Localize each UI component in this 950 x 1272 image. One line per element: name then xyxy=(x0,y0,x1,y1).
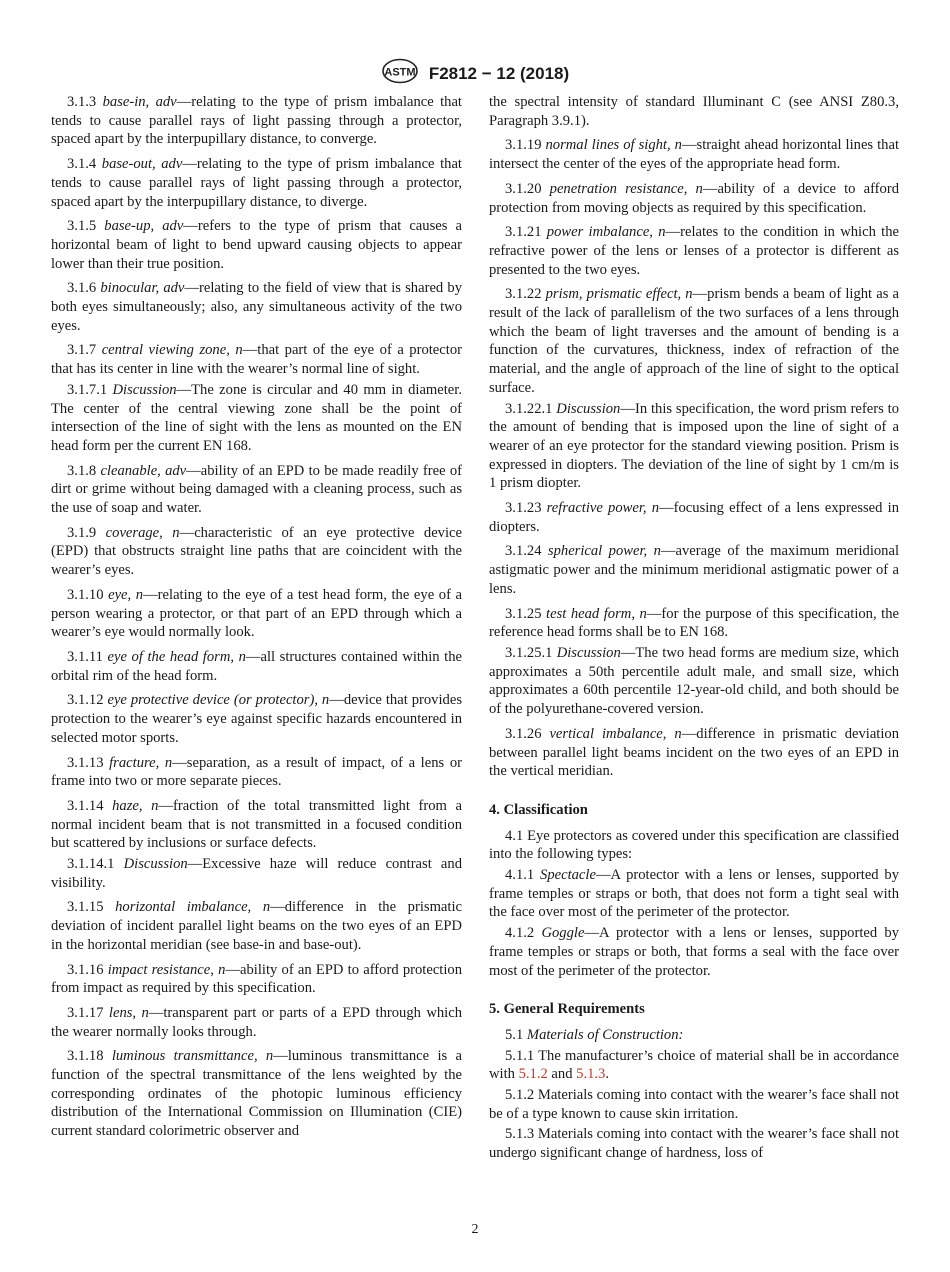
definition-3-1-26: 3.1.26 vertical imbalance, n—difference in prismatic deviation between parallel light beams incident on the two eyes of an EPD in the vertical meridian. xyxy=(489,725,899,780)
paragraph-5-1: 5.1 Materials of Construction: xyxy=(505,1026,684,1043)
definition-3-1-12: 3.1.12 eye protective device (or protector), n—device that provides protection to the wearer’s eye against specific hazards encountered in selected motor sports. xyxy=(51,692,462,746)
right-column xyxy=(489,93,899,1165)
definition-3-1-22: 3.1.22 prism, prismatic effect, n—prism bends a beam of light as a result of the lack of parallelism of the two surfaces of a lens through which the beam of light traverses and the amount of bending is a function of the curvatures, thickness, index of refraction of the material, and the angle of approach of the line of sight to the optical surface. xyxy=(489,286,899,396)
definition-3-1-24: 3.1.24 spherical power, n—average of the maximum meridional astigmatic power and the minimum meridional astigmatic power of a lens. xyxy=(489,543,900,597)
section-4-heading: 4. Classification xyxy=(489,801,588,818)
left-column xyxy=(51,93,462,1147)
definition-3-1-20: 3.1.20 penetration resistance, n—ability of a device to afford protection from moving objects as required by this specification. xyxy=(489,180,899,216)
definition-3-1-14: 3.1.14 haze, n—fraction of the total transmitted light from a normal incident beam that is not transmitted in a focused condition but scattered by inclusions or surface defects. xyxy=(51,797,462,852)
definition-3-1-17: 3.1.17 lens, n—transparent part or parts of a EPD through which the wearer normally looks through. xyxy=(51,1004,462,1040)
link-5-1-3[interactable]: 5.1.3 xyxy=(576,1066,606,1083)
paragraph-4-1-1: 4.1.1 Spectacle—A protector with a lens or lenses, supported by frame temples or straps or both, that does not form a tight seal with the face over most of the perimeter of the protector. xyxy=(489,867,899,921)
continuation-text: the spectral intensity of standard Illuminant C (see ANSI Z80.3, Paragraph 3.9.1). xyxy=(489,94,899,129)
definition-3-1-16: 3.1.16 impact resistance, n—ability of an EPD to afford protection from impact as required by this specification. xyxy=(51,961,463,997)
definition-3-1-7: 3.1.7 central viewing zone, n—that part of the eye of a protector that has its center in line with the wearer’s normal line of sight. xyxy=(51,342,462,378)
discussion-3-1-7-1: 3.1.7.1 Discussion—The zone is circular and 40 mm in diameter. The center of the central viewing zone shall be the point of intersection of the line of sight with the lens as mounted on the EN head form per the current EN 168. xyxy=(51,381,462,454)
definition-3-1-6: 3.1.6 binocular, adv—relating to the field of view that is shared by both eyes simultaneously; also, any simultaneous activity of the two eyes. xyxy=(51,280,462,334)
definition-3-1-3: 3.1.3 base-in, adv—relating to the type of prism imbalance that tends to cause parallel rays of light passing through a protector, spaced apart by the interpupillary distance, to converge. xyxy=(51,94,462,148)
discussion-3-1-25-1: 3.1.25.1 Discussion—The two head forms are medium size, which approximates a 50th percentile adult male, and small size, which approximates a 60th percentile 12-year-old child, and both should be of the polyurethane-covered version. xyxy=(489,644,899,718)
definition-3-1-19: 3.1.19 normal lines of sight, n—straight ahead horizontal lines that intersect the center of the eyes of the appropriate head form. xyxy=(489,137,899,173)
definition-3-1-8: 3.1.8 cleanable, adv—ability of an EPD to be made readily free of dirt or grime without being damaged with a cleaning process, such as the use of soap and water. xyxy=(51,462,462,517)
definition-3-1-11: 3.1.11 eye of the head form, n—all structures contained within the orbital rim of the head form. xyxy=(51,648,462,684)
paragraph-4-1-2: 4.1.2 Goggle—A protector with a lens or lenses, supported by frame temples or straps or both, that forms a seal with the face over most of the perimeter of the protector. xyxy=(489,925,899,979)
paragraph-4-1: 4.1 Eye protectors as covered under this specification are classified into the following types: xyxy=(489,827,899,863)
definition-3-1-15: 3.1.15 horizontal imbalance, n—difference in the prismatic deviation of incident parallel light beams on the two eyes of an EPD in the horizontal meridian (see base-in and base-out). xyxy=(51,899,462,953)
page-number: 2 xyxy=(471,1222,479,1237)
definition-3-1-21: 3.1.21 power imbalance, n—relates to the condition in which the refractive power of the lens or lenses of a protector is different as presented to the two eyes. xyxy=(489,224,899,278)
definition-3-1-23: 3.1.23 refractive power, n—focusing effect of a lens expressed in diopters. xyxy=(489,500,899,535)
astm-logo-icon xyxy=(381,58,419,89)
svg-text:ASTM: ASTM xyxy=(384,66,416,79)
definition-3-1-4: 3.1.4 base-out, adv—relating to the type of prism imbalance that tends to cause parallel rays of light passing through a protector, spaced apart by the interpupillary distance, to diverge. xyxy=(51,156,462,210)
definition-3-1-5: 3.1.5 base-up, adv—refers to the type of prism that causes a horizontal beam of light to bend upward causing objects to appear lower than their true position. xyxy=(51,218,462,272)
link-5-1-2[interactable]: 5.1.2 xyxy=(518,1066,548,1083)
section-5-heading: 5. General Requirements xyxy=(489,1001,645,1018)
page-header xyxy=(0,58,950,89)
document-id: F2812 − 12 (2018) xyxy=(428,63,570,83)
definition-3-1-18: 3.1.18 luminous transmittance, n—luminous transmittance is a function of the spectral transmittance of the lens weighted by the corresponding ordinates of the photopic luminous efficiency distribution of the International Commission on Illumination (CIE) current standard colorimetric observer and xyxy=(51,1048,462,1140)
definition-3-1-13: 3.1.13 fracture, n—separation, as a result of impact, of a lens or frame into two or more separate pieces. xyxy=(51,754,462,790)
paragraph-5-1-3: 5.1.3 Materials coming into contact with the wearer’s face shall not undergo significant change of hardness, loss of xyxy=(489,1126,899,1162)
definition-3-1-10: 3.1.10 eye, n—relating to the eye of a test head form, the eye of a person wearing a protector, or that part of an EPD through which a wearer’s eye would normally look. xyxy=(51,586,463,641)
discussion-3-1-14-1: 3.1.14.1 Discussion—Excessive haze will reduce contrast and visibility. xyxy=(51,856,462,891)
discussion-3-1-22-1: 3.1.22.1 Discussion—In this specification, the word prism refers to the amount of bending that is imposed upon the line of sight of a wearer of an eye protector for the standard viewing position. Prism is expressed in diopters. The deviation of the line of sight by 1 cm/m is 1 prism diopter. xyxy=(489,400,899,492)
paragraph-5-1-1: 5.1.1 The manufacturer’s choice of material shall be in accordance with 5.1.2 and 5.1.3. xyxy=(489,1047,899,1083)
definition-3-1-9: 3.1.9 coverage, n—characteristic of an eye protective device (EPD) that obstructs straight line paths that are coincident with the wearer’s eyes. xyxy=(51,524,462,579)
definition-3-1-25: 3.1.25 test head form, n—for the purpose of this specification, the reference head forms shall be to EN 168. xyxy=(489,605,899,641)
paragraph-5-1-2: 5.1.2 Materials coming into contact with the wearer’s face shall not be of a type known to cause skin irritation. xyxy=(489,1087,899,1122)
